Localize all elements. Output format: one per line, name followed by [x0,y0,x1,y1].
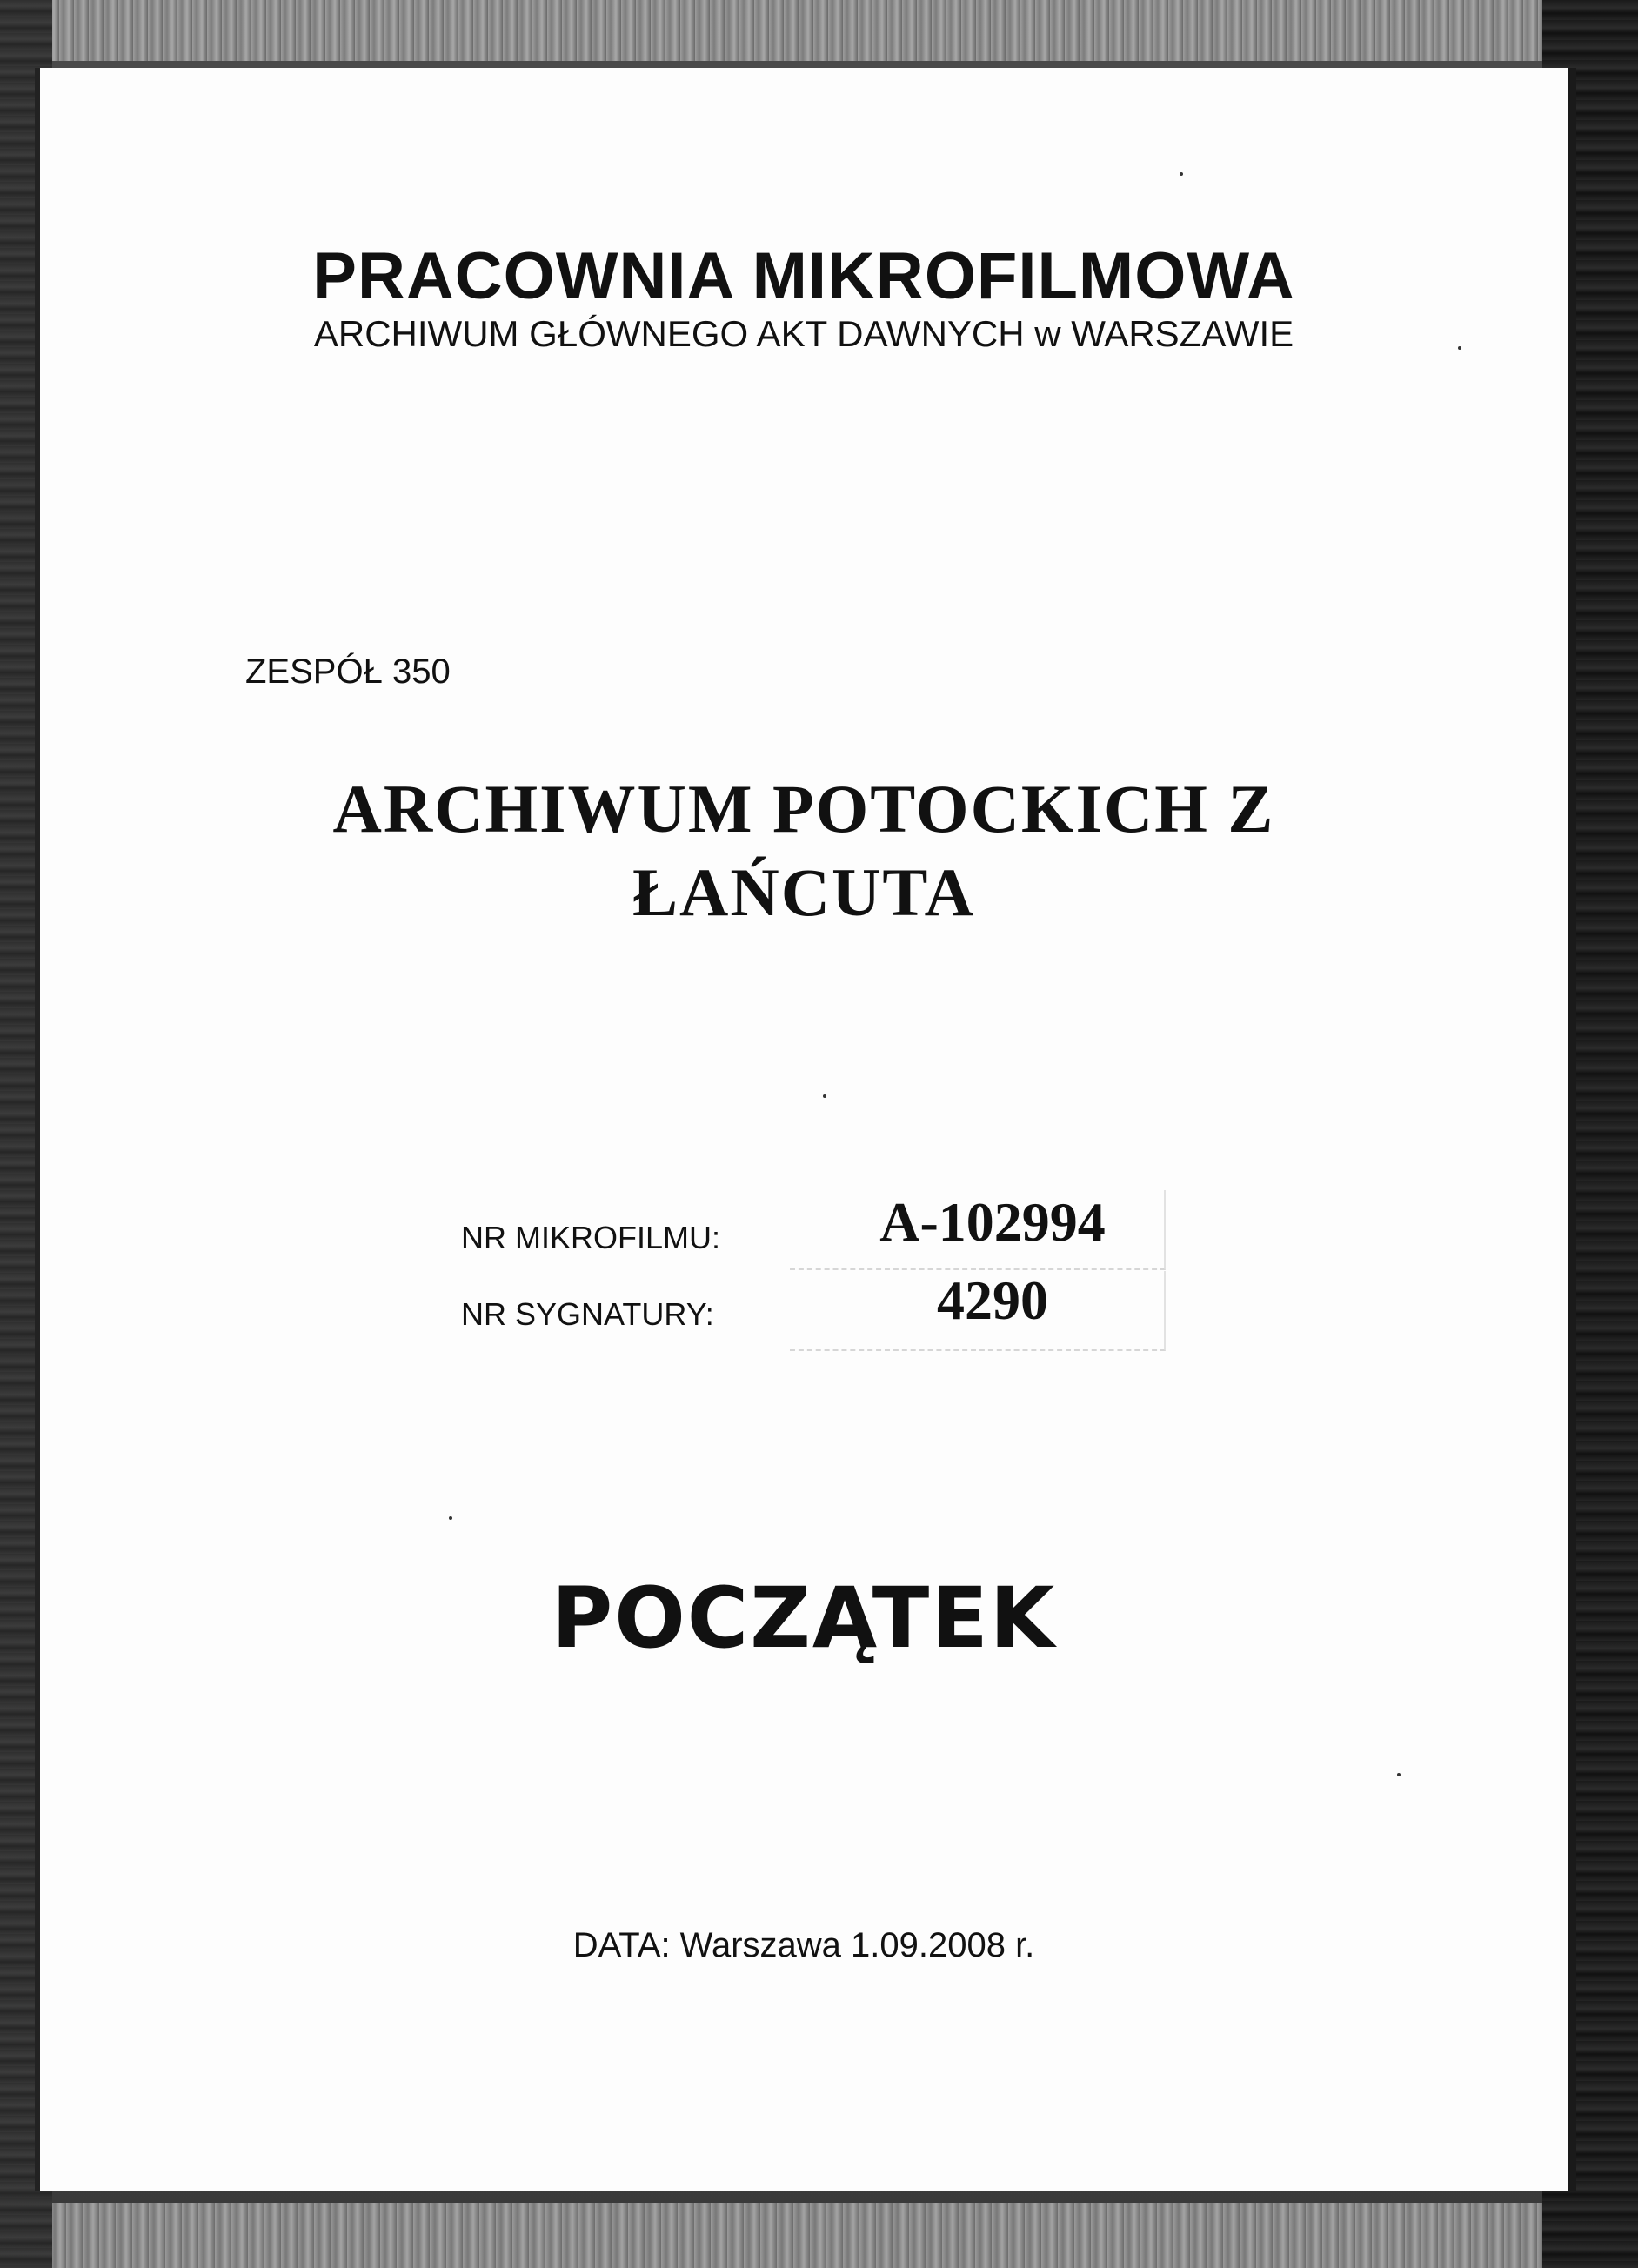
fonds-name-line-1: ARCHIWUM POTOCKICH Z [332,771,1275,846]
signature-number-label: NR SYGNATURY: [461,1296,714,1332]
archive-subtitle: ARCHIWUM GŁÓWNEGO AKT DAWNYCH w WARSZAWIE [313,313,1294,354]
fonds-number: ZESPÓŁ 350 [245,652,451,691]
start-marker: POCZĄTEK [551,1569,1057,1667]
microfilm-number-value: A-102994 [879,1191,1106,1253]
film-edge-top [0,0,1638,61]
scan-speck [823,1094,826,1098]
fonds-name-line-2: ŁAŃCUTA [632,854,975,930]
film-edge-bottom [0,2203,1638,2268]
target-sheet [35,68,1576,2191]
scan-speck [449,1516,452,1520]
microfilm-number-label: NR MIKROFILMU: [461,1220,721,1255]
lab-title: PRACOWNIA MIKROFILMOWA [312,239,1295,313]
signature-number-value: 4290 [937,1269,1048,1331]
scan-speck [1397,1773,1401,1776]
date-line: DATA: Warszawa 1.09.2008 r. [572,1926,1035,1964]
fonds-name [40,767,1568,934]
scan-speck [1458,346,1461,350]
scan-speck [1180,172,1183,176]
